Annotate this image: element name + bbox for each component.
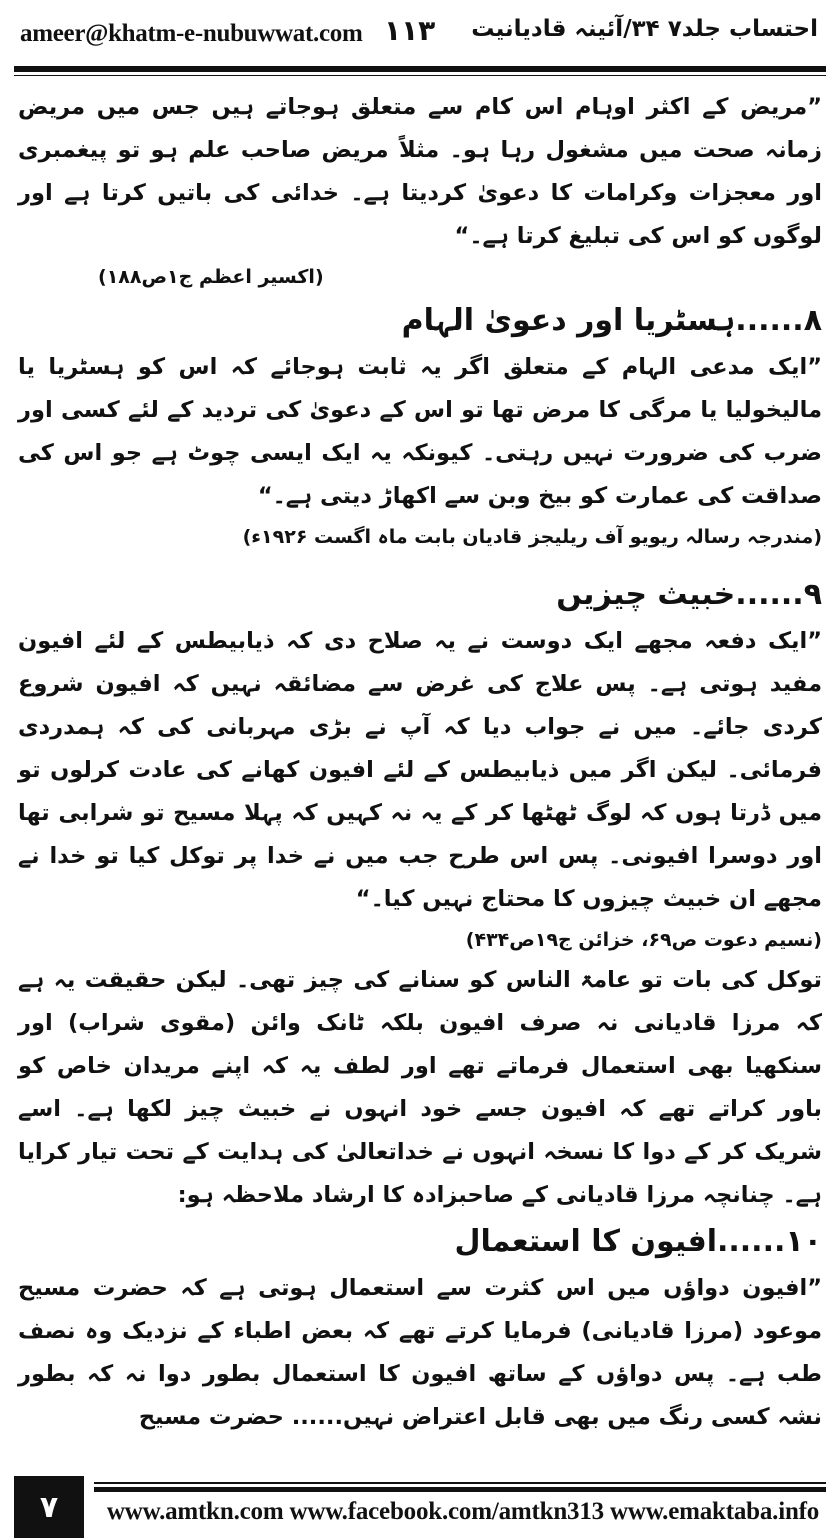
page-body: [18, 86, 822, 1468]
section-heading-8: ۸......ہسٹریا اور دعویٰ الہام: [401, 303, 822, 338]
reference-3: (نسیم دعوت ص۶۹، خزائن ج۱۹ص۴۳۴): [465, 929, 822, 951]
page-footer: [14, 1476, 826, 1540]
footer-badge: ۷: [14, 1476, 84, 1538]
quote-paragraph-2: ”ایک مدعی الہام کے متعلق اگر یہ ثابت ہوجائے کہ اس کو ہسٹریا یا مالیخولیا یا مرگی کا مرض تھا تو اس کے دعویٰ کی تردید کے لئے کسی اور ضرب کی ضرورت نہیں رہتی۔ کیونکہ یہ ایک ایسی چوٹ ہے جو اس کی صداقت کی عمارت کو بیخ وبن سے اکھاڑ دیتی ہے۔“: [18, 354, 822, 509]
reference-1: (اکسیر اعظم ج۱ص۱۸۸): [98, 266, 324, 288]
page-number: ۱۱۳: [384, 14, 436, 47]
book-title: احتساب جلد۷ ۳۴/آئینہ قادیانیت: [471, 16, 818, 42]
reference-2: (مندرجہ رسالہ ریویو آف ریلیجز قادیان بابت ماہ اگست ۱۹۲۶ء): [242, 526, 822, 548]
page-header: [14, 0, 826, 68]
quote-paragraph-5: ”افیون دواؤں میں اس کثرت سے استعمال ہوتی ہے کہ حضرت مسیح موعود (مرزا قادیانی) فرمایا کرتے تھے کہ بعض اطباء کے نزدیک وہ نصف طب ہے۔ پس دواؤں کے ساتھ افیون کا استعمال بطور دوا نہ کہ بطور نشہ کسی رنگ میں بھی قابل اعتراض نہیں...... حضرت مسیح: [18, 1275, 822, 1430]
quote-paragraph-1: ”مریض کے اکثر اوہام اس کام سے متعلق ہوجاتے ہیں جس میں مریض زمانہ صحت میں مشغول رہا ہو۔ مثلاً مریض صاحب علم ہو تو پیغمبری اور معجزات وکرامات کا دعویٰ کردیتا ہے۔ خدائی کی باتیں کرتا ہے اور لوگوں کو اس کی تبلیغ کرتا ہے۔“: [18, 94, 822, 249]
header-rule-thick: [14, 66, 826, 72]
reference-row-1: [18, 258, 822, 296]
quote-paragraph-3: ”ایک دفعہ مجھے ایک دوست نے یہ صلاح دی کہ ذیابیطس کے لئے افیون مفید ہوتی ہے۔ پس علاج کی غرض سے مضائقہ نہیں کہ افیون شروع کردی جائے۔ میں نے جواب دیا کہ آپ نے بڑی مہربانی کی کہ ہمدردی فرمائی۔ لیکن اگر میں ذیابیطس کے لئے افیون کھانے کی عادت کرلوں تو میں ڈرتا ہوں کہ لوگ ٹھٹھا کر کے یہ نہ کہیں کہ پہلا مسیح تو شرابی تھا اور دوسرا افیونی۔ پس اس طرح جب میں نے خدا پر توکل کیا تو خدا نے مجھے ان خبیث چیزوں کا محتاج نہیں کیا۔“: [18, 628, 822, 912]
body-paragraph: توکل کی بات تو عامۃ الناس کو سنانے کی چیز تھی۔ لیکن حقیقت یہ ہے کہ مرزا قادیانی نہ صرف افیون بلکہ ٹانک وائن (مقوی شراب) اور سنکھیا بھی استعمال فرماتے تھے اور لطف یہ کہ اپنے مریدان خاص کو باور کراتے تھے کہ افیون جسے خود انہوں نے خبیث چیز لکھا ہے۔ اسے شریک کر کے دوا کا نسخہ انہوں نے خداتعالیٰ کی ہدایت کے تحت تیار کرایا ہے۔ چنانچہ مرزا قادیانی کے صاحبزادہ کا ارشاد ملاحظہ ہو:: [18, 967, 822, 1208]
section-heading-9: ۹......خبیث چیزیں: [556, 577, 822, 612]
section-heading-10: ۱۰......افیون کا استعمال: [454, 1224, 822, 1259]
footer-rule-thin: [94, 1482, 826, 1484]
email-address: ameer@khatm-e-nubuwwat.com: [20, 20, 363, 47]
header-rule-thin: [14, 75, 826, 76]
footer-links: www.amtkn.com www.facebook.com/amtkn313 www.emaktaba.info: [106, 1498, 820, 1525]
footer-rule-thick: [94, 1487, 826, 1492]
